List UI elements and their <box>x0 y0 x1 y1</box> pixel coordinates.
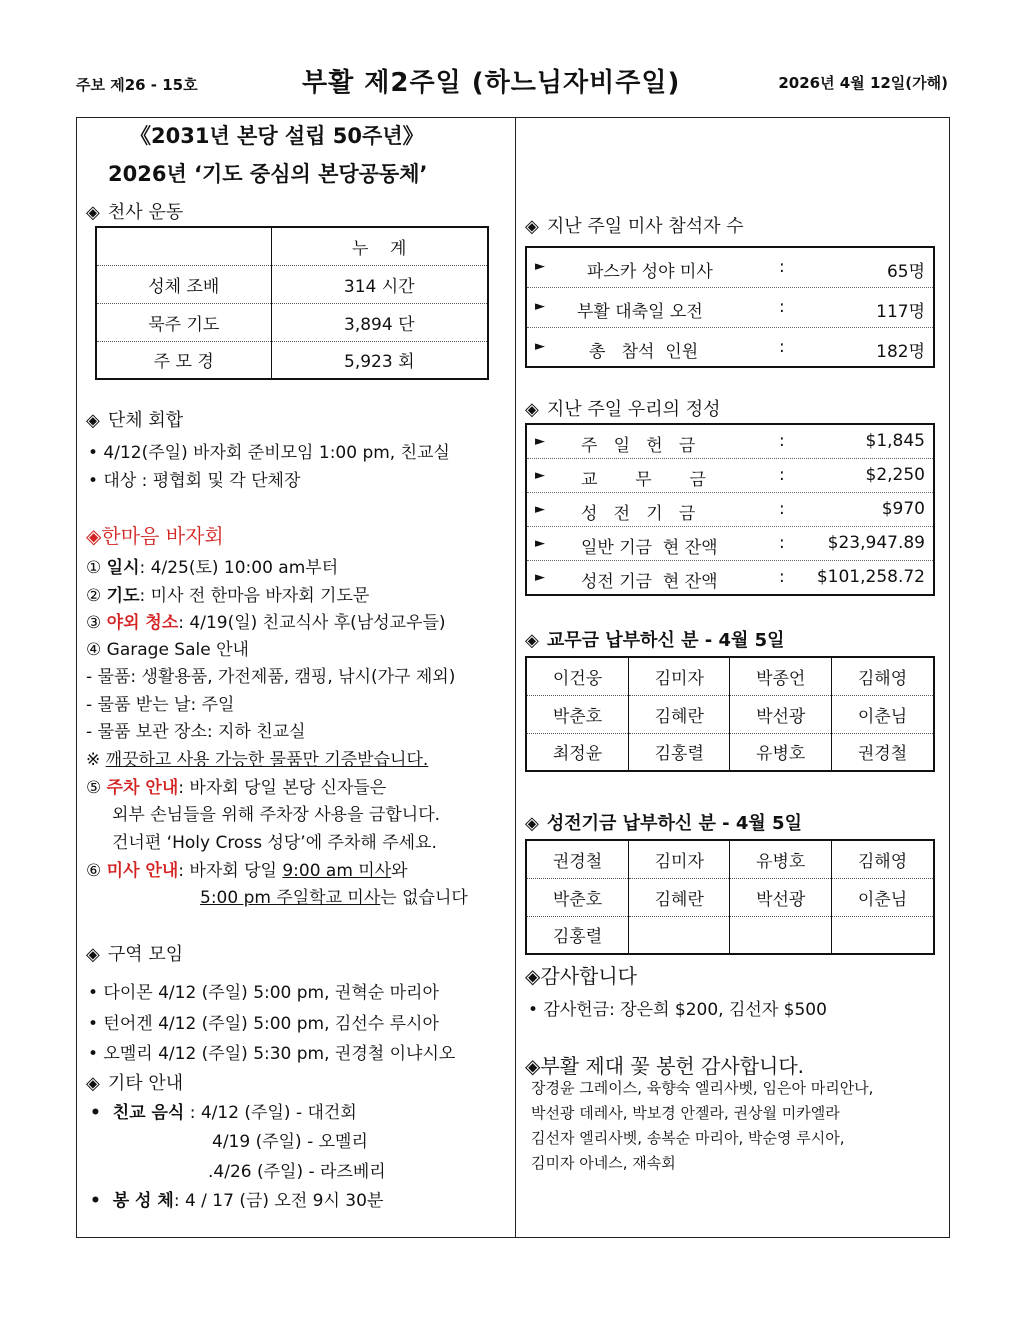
list-item: ► 부활 대축일 오전 : 117명 <box>527 288 933 328</box>
table-row: 권경철 김미자 유병호 김해영 <box>526 840 934 878</box>
bazaar-line-4b: - 물품 받는 날: 주일 <box>86 695 235 715</box>
cheonsa-section-title <box>86 198 183 224</box>
section-title-text: 교무금 납부하신 분 - 4월 5일 <box>546 630 785 651</box>
section-title-text: 천사 운동 <box>107 202 184 223</box>
section-title-text: 감사합니다 <box>540 964 637 988</box>
list-item: • 대상 : 평협회 및 각 단체장 <box>88 471 301 491</box>
table-row <box>96 303 488 341</box>
arrow-icon: ► <box>535 299 545 314</box>
arrow-icon: ► <box>535 434 545 449</box>
attendance-section-title <box>525 212 744 238</box>
section-title-text: 한마음 바자회 <box>101 524 224 548</box>
offering-box <box>525 423 935 596</box>
arrow-icon: ► <box>535 570 545 585</box>
arrow-icon: ► <box>535 468 545 483</box>
diamond-icon: ◈ <box>525 813 539 834</box>
diamond-icon: ◈ <box>86 202 100 223</box>
arrow-icon: ► <box>535 259 545 274</box>
thanks-item: • 감사헌금: 장은희 $200, 김선자 $500 <box>528 1000 827 1020</box>
row-value: 5,923 회 <box>271 341 488 379</box>
bazaar-line-5b: 외부 손님들을 위해 주차장 사용을 금합니다. <box>112 805 441 825</box>
table-row <box>96 227 488 265</box>
bazaar-note: ※ 깨끗하고 사용 가능한 물품만 기증받습니다. <box>86 750 429 770</box>
seongjeon-section-title <box>525 809 802 835</box>
district-section-title <box>86 940 183 966</box>
issue-number: 주보 제26 - 15호 <box>76 76 198 94</box>
gyomu-section-title <box>525 626 785 652</box>
section-title-text: 기타 안내 <box>107 1073 184 1094</box>
bazaar-line-5c: 건너편 ‘Holy Cross 성당’에 주차해 주세요. <box>112 833 437 853</box>
flowers-line: 김선자 엘리사벳, 송복순 마리아, 박순영 루시아, <box>531 1129 845 1147</box>
diamond-icon: ◈ <box>525 964 541 988</box>
bazaar-line-2: ② 기도: 미사 전 한마음 바자회 기도문 <box>86 586 370 606</box>
gyomu-table <box>525 656 935 772</box>
arrow-icon: ► <box>535 502 545 517</box>
row-value: 3,894 단 <box>271 303 488 341</box>
bulletin-date: 2026년 4월 12일(가해) <box>778 74 948 92</box>
list-item: ► 일반 기금 현 잔액 : $23,947.89 <box>527 527 933 561</box>
flowers-line: 장경윤 그레이스, 육향숙 엘리사벳, 임은아 마리안나, <box>531 1079 874 1097</box>
row-label: 묵주 기도 <box>96 303 271 341</box>
bazaar-section-title <box>86 520 224 549</box>
list-item: ► 총 참석 인원 : 182명 <box>535 337 925 362</box>
other-section-title <box>86 1069 183 1095</box>
table-row: 이건웅 김미자 박종언 김해영 <box>526 657 934 695</box>
diamond-icon: ◈ <box>525 1054 541 1078</box>
year-theme: 2026년 ‘기도 중심의 본당공동체’ <box>108 162 428 186</box>
section-title-text: 부활 제대 꽃 봉헌 감사합니다. <box>540 1054 805 1078</box>
offering-section-title <box>525 395 721 421</box>
flowers-section-title <box>525 1050 804 1079</box>
flowers-line: 김미자 아네스, 재속회 <box>531 1154 676 1172</box>
bazaar-line-4a: - 물품: 생활용품, 가전제품, 캠핑, 낚시(가구 제외) <box>86 667 456 687</box>
diamond-icon: ◈ <box>86 1073 100 1094</box>
bazaar-line-6b: 5:00 pm 주일학교 미사는 없습니다 <box>200 888 468 908</box>
bazaar-line-1: ① 일시: 4/25(토) 10:00 am부터 <box>86 558 339 578</box>
page-title: 부활 제2주일 (하느님자비주일) <box>302 68 681 98</box>
column-divider <box>515 117 516 1238</box>
communion-line: • 봉 성 체: 4 / 17 (금) 오전 9시 30분 <box>90 1191 384 1211</box>
table-row: 박춘호 김혜란 박선광 이춘님 <box>526 878 934 916</box>
flowers-line: 박선광 데레사, 박보경 안젤라, 권상월 미카엘라 <box>531 1104 840 1122</box>
table-row <box>96 265 488 303</box>
table-row: 최정윤 김홍렬 유병호 권경철 <box>526 733 934 771</box>
table-header: 누 계 <box>271 227 488 265</box>
bazaar-line-6: ⑥ 미사 안내: 바자회 당일 9:00 am 미사와 <box>86 861 408 881</box>
diamond-icon: ◈ <box>525 216 539 237</box>
dancheh-section-title <box>86 406 183 432</box>
list-item: ► 교 무 금 : $2,250 <box>527 459 933 493</box>
food-line-1: • 친교 음식 : 4/12 (주일) - 대건회 <box>90 1103 357 1123</box>
row-label: 성체 조배 <box>96 265 271 303</box>
section-title-text: 구역 모임 <box>107 944 184 965</box>
list-item: ► 주 일 헌 금 : $1,845 <box>527 425 933 459</box>
list-item: • 다이몬 4/12 (주일) 5:00 pm, 권혁순 마리아 <box>88 983 439 1003</box>
section-title-text: 성전기금 납부하신 분 - 4월 5일 <box>546 813 802 834</box>
arrow-icon: ► <box>535 339 545 354</box>
bazaar-line-3: ③ 야외 청소: 4/19(일) 친교식사 후(남성교우들) <box>86 613 446 633</box>
attendance-box <box>525 246 935 368</box>
table-row: 박춘호 김혜란 박선광 이춘님 <box>526 695 934 733</box>
table-row: 김홍렬 <box>526 916 934 954</box>
list-item: • 4/12(주일) 바자회 준비모임 1:00 pm, 친교실 <box>88 443 450 463</box>
list-item: • 턴어겐 4/12 (주일) 5:00 pm, 김선수 루시아 <box>88 1014 439 1034</box>
food-line-2: 4/19 (주일) - 오멜리 <box>212 1132 368 1152</box>
row-value: 314 시간 <box>271 265 488 303</box>
arrow-icon: ► <box>535 536 545 551</box>
section-title-text: 단체 회합 <box>107 410 184 431</box>
thanks-section-title <box>525 960 637 989</box>
list-item: ► 성전 기금 현 잔액 : $101,258.72 <box>535 567 925 592</box>
diamond-icon: ◈ <box>525 630 539 651</box>
section-title-text: 지난 주일 미사 참석자 수 <box>546 216 744 237</box>
bulletin-header <box>76 62 950 108</box>
cheonsa-table <box>95 226 489 380</box>
bazaar-line-4: ④ Garage Sale 안내 <box>86 640 249 660</box>
seongjeon-table <box>525 839 935 955</box>
food-line-3: .4/26 (주일) - 라즈베리 <box>208 1162 386 1182</box>
list-item: ► 파스카 성야 미사 : 65명 <box>527 248 933 288</box>
list-item: ► 성 전 기 금 : $970 <box>527 493 933 527</box>
bazaar-line-5: ⑤ 주차 안내: 바자회 당일 본당 신자들은 <box>86 778 387 798</box>
anniversary-banner: 《2031년 본당 설립 50주년》 <box>130 124 424 148</box>
diamond-icon: ◈ <box>525 399 539 420</box>
table-row <box>96 341 488 379</box>
diamond-icon: ◈ <box>86 410 100 431</box>
row-label: 주 모 경 <box>153 352 214 373</box>
list-item: • 오멜리 4/12 (주일) 5:30 pm, 권경철 이냐시오 <box>88 1044 456 1064</box>
bazaar-line-4c: - 물품 보관 장소: 지하 친교실 <box>86 722 306 742</box>
diamond-icon: ◈ <box>86 944 100 965</box>
diamond-icon: ◈ <box>86 524 102 548</box>
section-title-text: 지난 주일 우리의 정성 <box>546 399 721 420</box>
